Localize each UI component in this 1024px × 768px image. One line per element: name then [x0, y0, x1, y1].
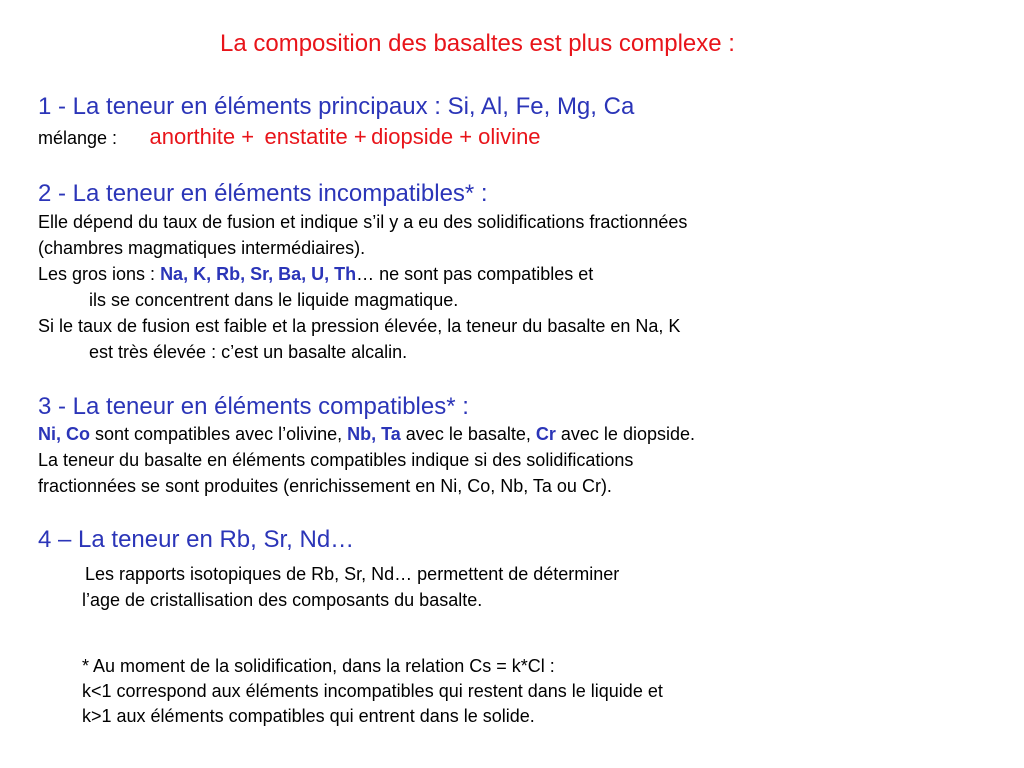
slide-title: La composition des basaltes est plus complexe : — [220, 30, 735, 57]
section3-line2: La teneur du basalte en éléments compatibles indique si des solidifications — [38, 450, 634, 470]
section3-heading: 3 - La teneur en éléments compatibles* : — [38, 393, 469, 420]
section1-melange-line — [38, 124, 541, 149]
gros-ions-prefix: Les gros ions : — [38, 264, 161, 284]
section3-text2: avec le basalte, — [400, 424, 536, 444]
section2-line6: est très élevée : c’est un basalte alcalin. — [89, 342, 408, 362]
mineral-anorthite: anorthite + — [149, 124, 255, 149]
section2-line1: Elle dépend du taux de fusion et indique s’il y a eu des solidifications fractionnées — [38, 212, 688, 232]
element-cr: Cr — [535, 424, 556, 444]
footnote-line1: * Au moment de la solidification, dans la relation Cs = k*Cl : — [82, 656, 555, 676]
section3-text3: avec le diopside. — [555, 424, 695, 444]
mineral-diopside-olivine: diopside + olivine — [371, 124, 541, 149]
mineral-enstatite: enstatite + — [264, 124, 367, 149]
melange-label: mélange : — [38, 128, 118, 148]
section2-line5: Si le taux de fusion est faible et la pression élevée, la teneur du basalte en Na, K — [38, 316, 681, 336]
element-ni-co: Ni, Co — [38, 424, 90, 444]
gros-ions-list: Na, K, Rb, Sr, Ba, U, Th — [160, 264, 357, 284]
section4-line1: Les rapports isotopiques de Rb, Sr, Nd… permettent de déterminer — [85, 564, 620, 584]
section2-line4: ils se concentrent dans le liquide magmatique. — [89, 290, 459, 310]
section2-line3 — [38, 264, 593, 285]
section3-text1: sont compatibles avec l’olivine, — [90, 424, 348, 444]
section3-line1 — [38, 424, 695, 445]
section3-line3: fractionnées se sont produites (enrichissement en Ni, Co, Nb, Ta ou Cr). — [38, 476, 612, 496]
footnote-line2: k<1 correspond aux éléments incompatibles qui restent dans le liquide et — [82, 681, 663, 701]
section2-heading: 2 - La teneur en éléments incompatibles* : — [38, 180, 488, 207]
section1-heading: 1 - La teneur en éléments principaux : Si, Al, Fe, Mg, Ca — [38, 93, 635, 120]
section2-line2: (chambres magmatiques intermédiaires). — [38, 238, 366, 258]
element-nb-ta: Nb, Ta — [347, 424, 401, 444]
gros-ions-suffix: … ne sont pas compatibles et — [356, 264, 594, 284]
footnote-line3: k>1 aux éléments compatibles qui entrent dans le solide. — [82, 706, 535, 726]
section4-heading: 4 – La teneur en Rb, Sr, Nd… — [38, 526, 355, 553]
section4-line2: l’age de cristallisation des composants du basalte. — [82, 590, 483, 610]
